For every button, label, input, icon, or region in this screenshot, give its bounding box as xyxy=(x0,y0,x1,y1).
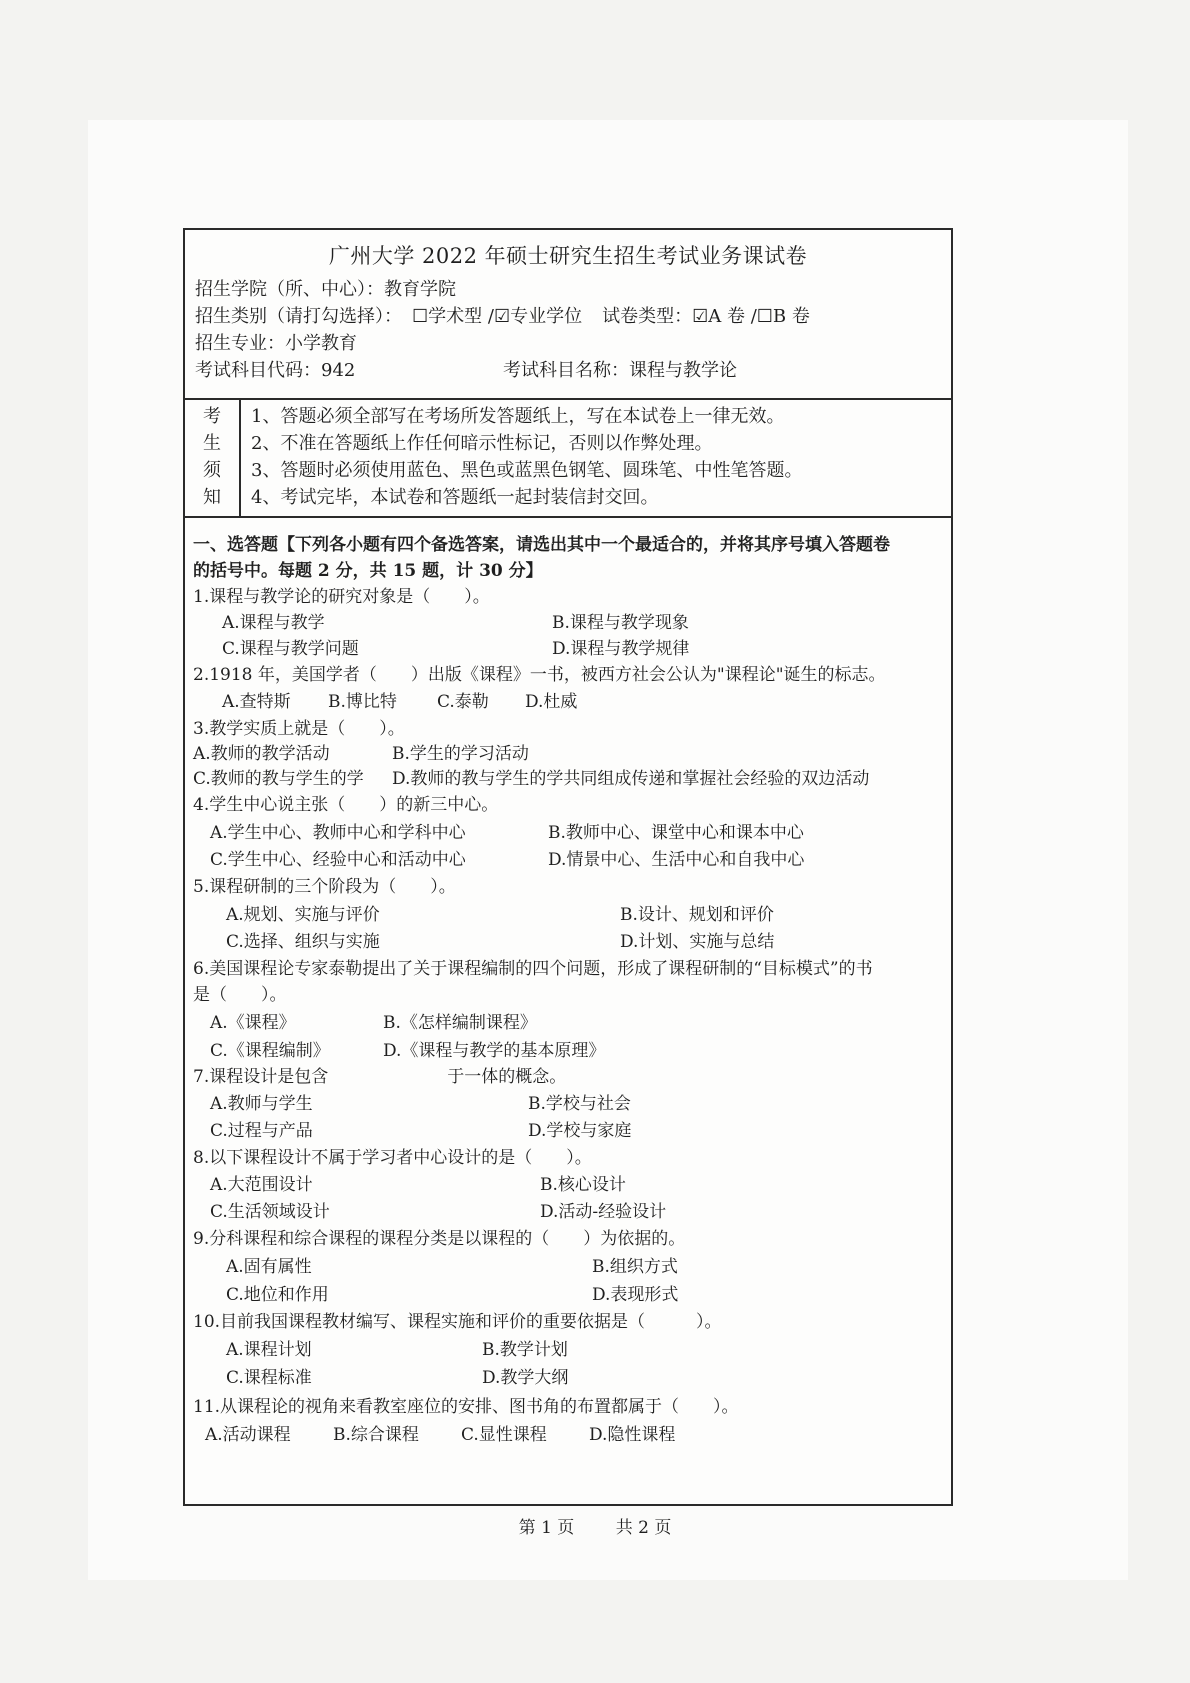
college-line: 招生学院（所、中心）：教育学院 xyxy=(195,279,456,300)
question-11-option-a: A.活动课程 xyxy=(205,1425,291,1445)
question-7-option-a: A.教师与学生 xyxy=(210,1094,313,1114)
page-footer xyxy=(0,1513,1190,1538)
question-10-option-c: C.课程标准 xyxy=(226,1368,312,1388)
question-5-option-d: D.计划、实施与总结 xyxy=(620,932,775,952)
category-separator: / xyxy=(487,306,494,327)
question-7-option-d: D.学校与家庭 xyxy=(528,1121,632,1141)
question-7-stem: 7.课程设计是包含 于一体的概念。 xyxy=(193,1067,567,1087)
question-1-option-a: A.课程与教学 xyxy=(222,613,325,633)
notice-item: 2、不准在答题纸上作任何暗示性标记，否则以作弊处理。 xyxy=(251,433,713,454)
question-6-option-d: D.《课程与教学的基本原理》 xyxy=(383,1041,606,1061)
section-heading-line2: 的括号中。每题 2 分，共 15 题，计 30 分】 xyxy=(193,561,543,581)
question-9-option-d: D.表现形式 xyxy=(592,1285,679,1305)
question-6-stem-line2: 是（ ）。 xyxy=(193,985,287,1005)
question-11-option-b: B.综合课程 xyxy=(333,1425,419,1445)
category-line xyxy=(195,302,810,328)
notice-label-char: 生 xyxy=(203,433,221,454)
question-2-stem: 2.1918 年，美国学者（ ）出版《课程》一书，被西方社会公认为"课程论"诞生的标志。 xyxy=(193,665,886,685)
question-11-option-c: C.显性课程 xyxy=(461,1425,547,1445)
question-1-option-b: B.课程与教学现象 xyxy=(552,613,689,633)
section-heading-line1: 一、选答题【下列各小题有四个备选答案，请选出其中一个最适合的，并将其序号填入答题卷 xyxy=(193,535,890,555)
question-8-option-a: A.大范围设计 xyxy=(210,1175,313,1195)
exam-header xyxy=(185,230,951,400)
question-7-option-c: C.过程与产品 xyxy=(210,1121,313,1141)
question-3-option-b: B.学生的学习活动 xyxy=(392,744,529,764)
question-1-option-d: D.课程与教学规律 xyxy=(552,639,690,659)
question-6-option-c: C.《课程编制》 xyxy=(210,1041,330,1061)
question-4-option-b: B.教师中心、课堂中心和课本中心 xyxy=(548,823,804,843)
question-6-option-b: B.《怎样编制课程》 xyxy=(383,1013,537,1033)
question-5-stem: 5.课程研制的三个阶段为（ ）。 xyxy=(193,877,456,897)
subject-name: 考试科目名称：课程与教学论 xyxy=(503,360,737,381)
question-10-stem: 10.目前我国课程教材编写、课程实施和评价的重要依据是（ ）。 xyxy=(193,1312,722,1332)
question-7-option-b: B.学校与社会 xyxy=(528,1094,631,1114)
question-8-option-d: D.活动-经验设计 xyxy=(540,1202,667,1222)
question-4-stem: 4.学生中心说主张（ ）的新三中心。 xyxy=(193,795,499,815)
exam-title: 广州大学 2022 年硕士研究生招生考试业务课试卷 xyxy=(328,244,808,268)
notice-item: 3、答题时必须使用蓝色、黑色或蓝黑色钢笔、圆珠笔、中性笔答题。 xyxy=(251,460,803,481)
notice-item: 4、考试完毕，本试卷和答题纸一起封装信封交回。 xyxy=(251,487,659,508)
notice-label-char: 考 xyxy=(203,406,221,427)
category-prefix: 招生类别（请打勾选择）： xyxy=(195,306,402,327)
question-5-option-a: A.规划、实施与评价 xyxy=(226,905,380,925)
question-2-option-b: B.博比特 xyxy=(328,692,397,712)
question-11-option-d: D.隐性课程 xyxy=(589,1425,676,1445)
notice-label-char: 知 xyxy=(203,487,221,508)
question-6-option-a: A.《课程》 xyxy=(210,1013,296,1033)
question-8-stem: 8.以下课程设计不属于学习者中心设计的是（ ）。 xyxy=(193,1148,592,1168)
question-10-option-b: B.教学计划 xyxy=(482,1340,568,1360)
notice-label-char: 须 xyxy=(203,460,221,481)
paper-b-checkbox: ☐B 卷 xyxy=(756,306,810,327)
paper-a-checkbox: ☑A 卷 xyxy=(692,306,745,327)
question-3-stem: 3.教学实质上就是（ ）。 xyxy=(193,719,405,739)
notice-label xyxy=(185,400,241,516)
question-9-stem: 9.分科课程和综合课程的课程分类是以课程的（ ）为依据的。 xyxy=(193,1229,686,1249)
question-9-option-b: B.组织方式 xyxy=(592,1257,678,1277)
question-2-option-c: C.泰勒 xyxy=(437,692,489,712)
question-1-option-c: C.课程与教学问题 xyxy=(222,639,359,659)
page-number: 第 1 页 xyxy=(518,1518,575,1538)
question-5-option-b: B.设计、规划和评价 xyxy=(620,905,774,925)
question-6-stem-line1: 6.美国课程论专家泰勒提出了关于课程编制的四个问题，形成了课程研制的“目标模式”的书 xyxy=(193,959,873,979)
question-10-option-a: A.课程计划 xyxy=(226,1340,312,1360)
category-professional-checkbox: ☑专业学位 xyxy=(493,306,583,327)
category-academic-checkbox: ☐学术型 xyxy=(412,306,483,327)
question-9-option-c: C.地位和作用 xyxy=(226,1285,329,1305)
question-1-stem: 1.课程与教学论的研究对象是（ ）。 xyxy=(193,587,490,607)
question-4-option-d: D.情景中心、生活中心和自我中心 xyxy=(548,850,805,870)
question-11-stem: 11.从课程论的视角来看教室座位的安排、图书角的布置都属于（ ）。 xyxy=(193,1397,739,1417)
question-9-option-a: A.固有属性 xyxy=(226,1257,312,1277)
question-5-option-c: C.选择、组织与实施 xyxy=(226,932,380,952)
major-line: 招生专业：小学教育 xyxy=(195,333,357,354)
question-8-option-b: B.核心设计 xyxy=(540,1175,626,1195)
question-3-option-d: D.教师的教与学生的学共同组成传递和掌握社会经验的双边活动 xyxy=(392,769,870,789)
question-2-option-a: A.查特斯 xyxy=(222,692,291,712)
page-total: 共 2 页 xyxy=(615,1518,672,1538)
paper-type-prefix: 试卷类型： xyxy=(602,306,693,327)
subject-code: 考试科目代码：942 xyxy=(195,360,356,381)
question-8-option-c: C.生活领域设计 xyxy=(210,1202,330,1222)
question-2-option-d: D.杜威 xyxy=(525,692,578,712)
question-3-option-a: A.教师的教学活动 xyxy=(193,744,330,764)
question-4-option-c: C.学生中心、经验中心和活动中心 xyxy=(210,850,466,870)
question-3-option-c: C.教师的教与学生的学 xyxy=(193,769,364,789)
notice-item: 1、答题必须全部写在考场所发答题纸上，写在本试卷上一律无效。 xyxy=(251,406,785,427)
question-4-option-a: A.学生中心、教师中心和学科中心 xyxy=(210,823,466,843)
paper-separator: / xyxy=(750,306,757,327)
exam-notice xyxy=(185,400,951,518)
question-10-option-d: D.教学大纲 xyxy=(482,1368,569,1388)
